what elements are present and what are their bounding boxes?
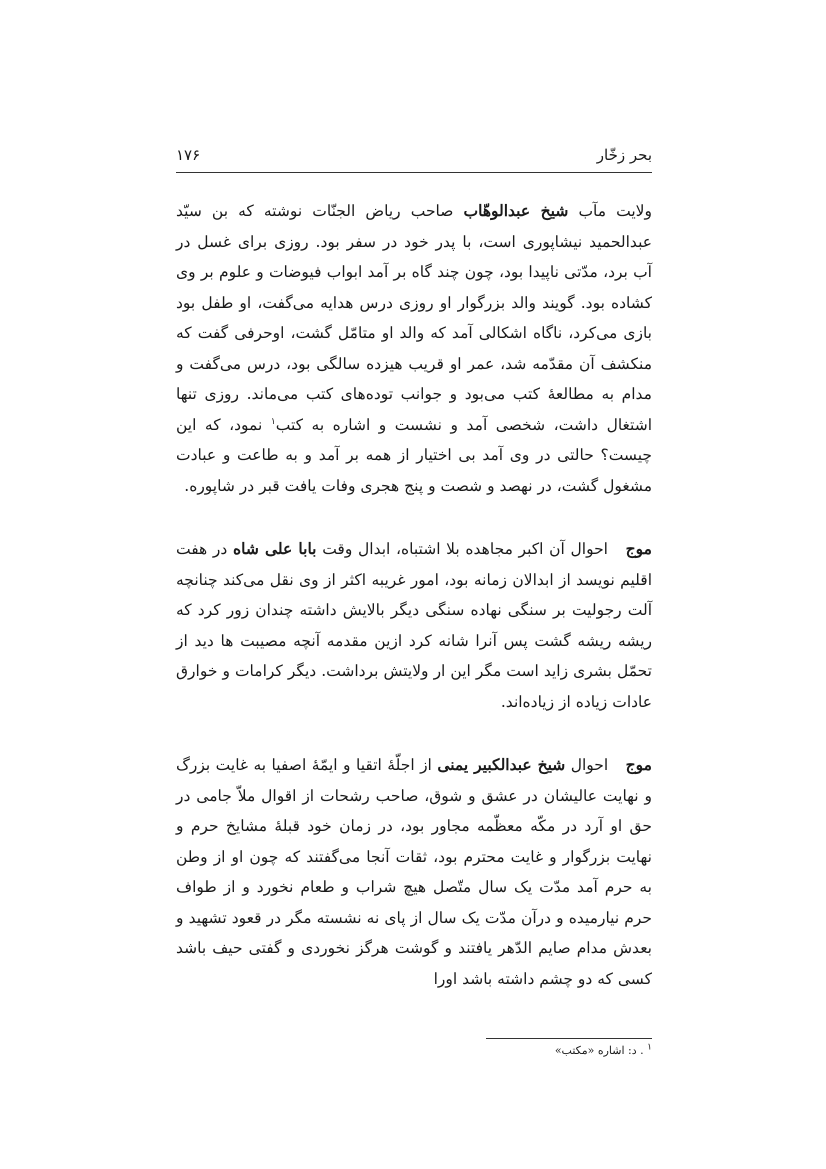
footnote	[176, 1044, 652, 1057]
footnote-rule	[486, 1038, 652, 1039]
body-text	[176, 196, 652, 994]
paragraph-abdulwahhab	[176, 196, 652, 501]
name-baba-ali-shah: بابا علی شاه	[233, 539, 317, 558]
paragraph-baba-ali-shah	[176, 534, 652, 717]
header-rule	[176, 172, 652, 173]
p1-text-b: صاحب ریاض الجنّات نوشته که بن سیّد عبدالحمید نیشاپوری است، با پدر خود در سفر بود. روزی برای غسل در آب برد، مدّتی ناپیدا بود، چون چند گاه بر آمد ابواب فیوضات و علوم بر وی کشاده بود. گویند والد بزرگوار او روزی درس هدایه می‌گفت، او طفل بود بازی می‌کرد، ناگاه اشکالی آمد که والد او متامّل گشت، اوحرفی گفت که منکشف آن مقدّمه شد، عمر او قریب هیزده سالگی بود، درس می‌گفت و مدام به مطالعهٔ کتب می‌بود و جوانب توده‌های کتب می‌ماند. روزی تنها اشتغال داشت، شخصی آمد و نشست و اشاره به کتب	[176, 202, 653, 434]
section-marker-mawj: موج	[625, 755, 652, 774]
p2-text-a: احوال آن اکبر مجاهده بلا اشتباه، ابدال وقت	[322, 540, 608, 558]
running-head	[176, 146, 652, 168]
name-shaikh-abdulwahhab: شیخ عبدالوهّاب	[463, 201, 569, 220]
footnote-text: . د: اشاره «مکتب»	[554, 1044, 644, 1057]
page-number: ۱۷۶	[176, 146, 201, 164]
p2-text-b: در هفت اقلیم نویسد از ابدالان زمانه بود، امور غریبه اکثر از وی نقل می‌کند چنانچه آلت رجولیت بر سنگی نهاده سنگی دیگر بالایش داشته چندان زور کرد که ریشه ریشه گشت پس آنرا شانه کرد ازین مقدمه آنچه مصیبت ها دید از تحمّل بشری زاید است مگر این ار ولایتش برداشت. دیگر کرامات و خوارق عادات زیاده از زیاده‌اند.	[176, 540, 652, 711]
p1-text-a: ولایت مآب	[578, 202, 653, 220]
footnote-reference[interactable]: ۱	[270, 416, 276, 427]
p1-text-c: نمود، که این چیست؟ حالتی در وی آمد بی اختیار از همه بر آمد و به طاعت و عبادت مشغول گشت، در نهصد و شصت و پنج هجری وفات یافت قبر در شاپوره.	[176, 415, 652, 495]
name-shaikh-abdulkabir-yemeni: شیخ عبدالکبیر یمنی	[437, 755, 566, 774]
running-title: بحر زخّار	[596, 146, 652, 164]
footnote-number: ۱	[647, 1042, 652, 1053]
section-marker-mawj: موج	[625, 539, 652, 558]
p3-text-a: احوال	[570, 756, 609, 774]
p3-text-b: از اجلّهٔ اتقیا و ایمّهٔ اصفیا به غایت بزرگ و نهایت عالیشان در عشق و شوق، صاحب رشحات از اقوال ملاّ جامی در حق او آرد در مکّه معظّمه مجاور بود، در زمان خود قبلهٔ مشایخ حرم و نهایت بزرگوار و غایت محترم بود، ثقات آنجا می‌گفتند که چون او از وطن به حرم آمد مدّت یک سال متّصل هیچ شراب و طعام نخورد و از طواف حرم نیارمیده و درآن مدّت یک سال از پای نه نشسته مگر در قعود تشهید و بعدش مدام صایم الدّهر یافتند و گوشت هرگز نخوردی و گفتی حیف باشد کسی که دو چشم داشته باشد اورا	[176, 756, 652, 988]
paragraph-abdulkabir-yemeni	[176, 750, 652, 994]
